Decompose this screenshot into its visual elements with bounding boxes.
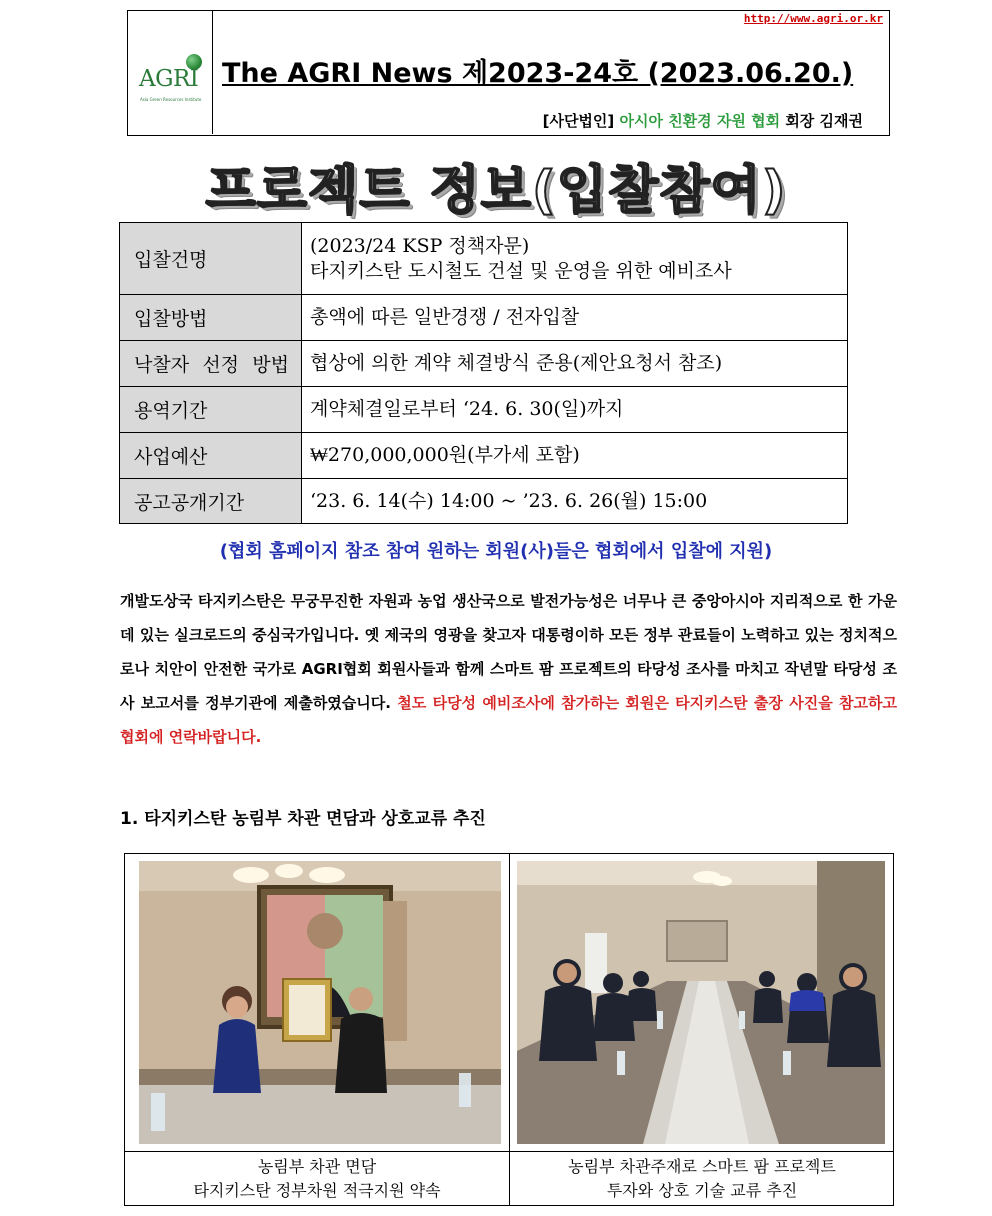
photo-table (124, 853, 894, 1206)
row-value (302, 341, 848, 387)
assoc-name: 아시아 친환경 자원 협회 (619, 112, 781, 130)
caption-line: 타지키스탄 정부차원 적극지원 약속 (193, 1181, 441, 1200)
newsletter-header (127, 10, 890, 136)
table-row (120, 387, 848, 433)
row-value (302, 433, 848, 479)
row-value (302, 223, 848, 295)
logo (128, 11, 213, 134)
value-line: 총액에 따른 일반경쟁 / 전자입찰 (310, 306, 580, 328)
row-value (302, 295, 848, 341)
assoc-president: 회장 김재권 (785, 112, 863, 130)
row-value (302, 387, 848, 433)
row-label: 낙찰자 선정 방법 (120, 341, 302, 387)
section-title: 1. 타지키스탄 농림부 차관 면담과 상호교류 추진 (120, 809, 486, 829)
table-row (120, 479, 848, 524)
intro-text: 개발도상국 타지키스탄은 무궁무진한 자원과 농업 생산국으로 발전가능성은 너무나 큰 중앙아시아 지리적으로 한 가운데 있는 실크로드의 중심국가입니다. 옛 제국의 영광을 찾고자 대통령이하 모든 정부 관료들이 노력하고 있는 정치적으로나 치안이 안전한 국가로 AGRI협회 회원사들과 함께 스마트 팜 프로젝트의 타당성 조사를 마치고 작년말 타당성 조사 보고서를 정부기관에 제출하였습니다. (120, 592, 897, 712)
conference-photo-art (517, 861, 885, 1144)
photo-caption (510, 1152, 894, 1206)
table-row (120, 295, 848, 341)
association-line (543, 110, 863, 131)
value-line: 협상에 의한 계약 체결방식 준용(제안요청서 참조) (310, 352, 723, 374)
row-label: 입찰건명 (120, 223, 302, 295)
page-title: 프로젝트 정보(입찰참여) (205, 161, 787, 221)
table-row (120, 433, 848, 479)
intro-paragraph (120, 584, 897, 754)
row-label: 사업예산 (120, 433, 302, 479)
caption-line: 농림부 차관주재로 스마트 팜 프로젝트 (568, 1157, 836, 1176)
bid-info-table (119, 222, 848, 524)
row-label: 공고공개기간 (120, 479, 302, 524)
conference-photo (517, 861, 885, 1144)
meeting-photo (139, 861, 501, 1144)
website-link[interactable]: http://www.agri.or.kr (743, 12, 883, 25)
newsletter-title: The AGRI News 제2023-24호 (2023.06.20.) (222, 58, 854, 89)
row-label: 용역기간 (120, 387, 302, 433)
value-line: 타지키스탄 도시철도 건설 및 운영을 위한 예비조사 (310, 259, 732, 282)
logo-text: AGRI (139, 66, 199, 92)
table-row (120, 341, 848, 387)
logo-subtext: Asia Green Resources Institute (140, 97, 202, 102)
row-label: 입찰방법 (120, 295, 302, 341)
table-row (120, 223, 848, 295)
photo-caption (125, 1152, 509, 1206)
value-line: ‘23. 6. 14(수) 14:00 ~ ’23. 6. 26(월) 15:00 (310, 489, 708, 512)
intro-highlight: 철도 타당성 예비조사에 참가하는 회원은 타지키스탄 출장 사진을 참고하고 협회에 연락바랍니다. (120, 694, 897, 746)
caption-line: 농림부 차관 면담 (257, 1157, 377, 1176)
value-line: 계약체결일로부터 ‘24. 6. 30(일)까지 (310, 398, 624, 420)
support-note: (협회 홈페이지 참조 참여 원하는 회원(사)들은 협회에서 입찰에 지원) (219, 541, 773, 562)
caption-line: 투자와 상호 기술 교류 추진 (606, 1181, 798, 1200)
meeting-photo-art (139, 861, 501, 1144)
assoc-prefix: [사단법인] (542, 112, 615, 130)
value-line: (2023/24 KSP 정책자문) (310, 234, 530, 257)
value-line: ₩270,000,000원(부가세 포함) (310, 444, 580, 466)
row-value (302, 479, 848, 524)
